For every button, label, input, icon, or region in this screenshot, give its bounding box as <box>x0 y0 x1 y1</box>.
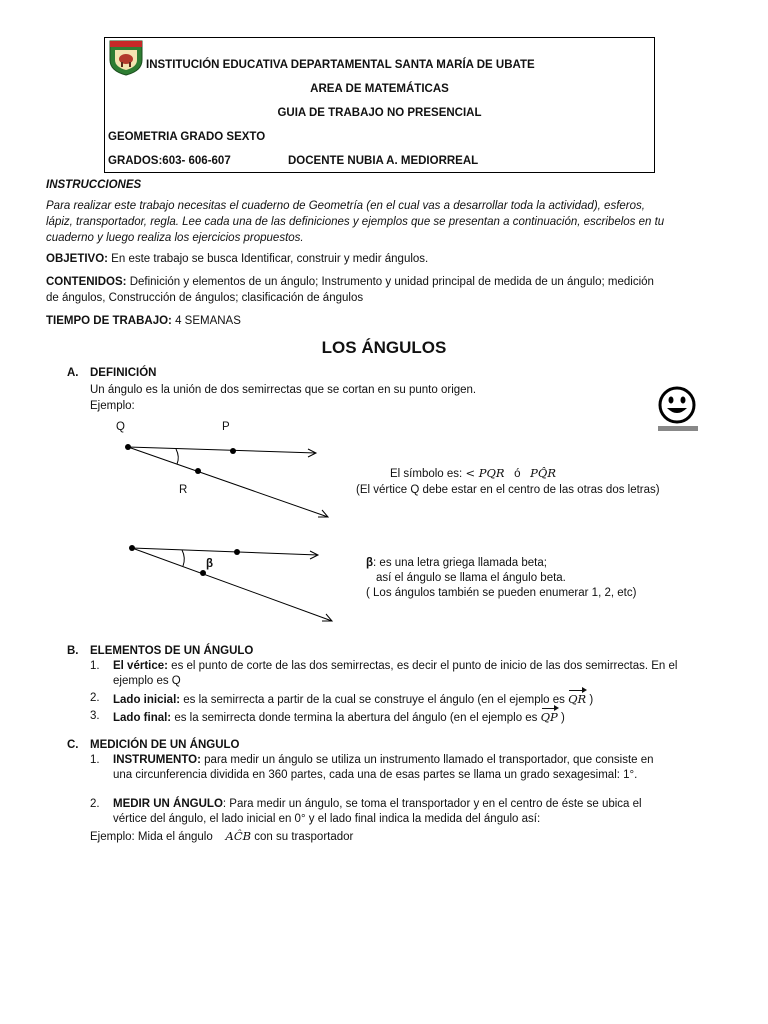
work-time: TIEMPO DE TRABAJO: 4 SEMANAS <box>46 315 241 327</box>
example-label: Ejemplo: <box>90 400 135 412</box>
beta-label: β <box>206 558 214 570</box>
header-box <box>104 37 655 173</box>
measure-angle-text-line-2: vértice del ángulo, el lado inicial en 0° y el lado final indica la medida del ángulo así: <box>113 813 541 825</box>
element-3-num: 3. <box>90 710 100 722</box>
ray-qr: QR <box>568 692 587 706</box>
definition-text: Un ángulo es la unión de dos semirrectas que se cortan en su punto origen. <box>90 384 477 396</box>
teacher-line: DOCENTE NUBIA A. MEDIORREAL <box>288 155 479 167</box>
element-2-num: 2. <box>90 692 100 704</box>
element-1-num: 1. <box>90 660 100 672</box>
instructions-title: INSTRUCCIONES <box>46 179 142 191</box>
point-label-r: R <box>179 484 188 496</box>
main-title: LOS ÁNGULOS <box>321 338 447 357</box>
section-a-letter: A. <box>67 367 79 379</box>
subject-line: GEOMETRIA GRADO SEXTO <box>108 131 266 143</box>
point-label-q: Q <box>116 421 125 433</box>
area-title: AREA DE MATEMÁTICAS <box>310 83 449 95</box>
objective: OBJETIVO: En este trabajo se busca Identificar, construir y medir ángulos. <box>46 253 429 265</box>
section-c-title: MEDICIÓN DE UN ÁNGULO <box>90 739 240 751</box>
element-final-side: Lado final: es la semirrecta donde termina la abertura del ángulo (en el ejemplo es QP ) <box>113 710 565 724</box>
measure-angle-text: MEDIR UN ÁNGULO: Para medir un ángulo, se toma el transportador y en el centro de éste se ubica el <box>113 798 642 810</box>
smiley-face-icon <box>656 384 700 434</box>
vertex-note: (El vértice Q debe estar en el centro de las otras dos letras) <box>356 484 660 496</box>
contents-line-2: de ángulos, Construcción de ángulos; clasificación de ángulos <box>46 292 364 304</box>
example-measure: Ejemplo: Mida el ángulo AĈB con su trasportador <box>90 829 354 843</box>
section-b-letter: B. <box>67 645 79 657</box>
section-c-letter: C. <box>67 739 79 751</box>
measure-2-num: 2. <box>90 798 100 810</box>
instructions-line-2: lápiz, transportador, regla. Lee cada una de las definiciones y ejemplos que se presentan a continuación, escribelos en tu <box>46 216 665 228</box>
element-vertex-line-2: ejemplo es Q <box>113 675 181 687</box>
beta-line-2: así el ángulo se llama el ángulo beta. <box>376 572 566 584</box>
institution-name: INSTITUCIÓN EDUCATIVA DEPARTAMENTAL SANTA MARÍA DE UBATE <box>146 59 535 71</box>
instrument-text-line-2: una circunferencia dividida en 360 partes, cada una de esas partes se llama un grado sexagesimal: 1°. <box>113 769 638 781</box>
measure-1-num: 1. <box>90 754 100 766</box>
ray-qp: QP <box>540 710 558 724</box>
element-vertex: El vértice: es el punto de corte de las dos semirrectas, es decir el punto de inicio de las dos semirrectas. En el <box>113 660 678 672</box>
element-initial-side: Lado inicial: es la semirrecta a partir de la cual se construye el ángulo (en el ejemplo es QR ) <box>113 692 594 706</box>
contents-line-1: CONTENIDOS: Definición y elementos de un ángulo; Instrumento y unidad principal de medida de un ángulo; medición <box>46 276 654 288</box>
grades-line: GRADOS:603- 606-607 <box>108 155 231 167</box>
instructions-line-3: cuaderno y luego realiza los ejercicios propuestos. <box>46 232 304 244</box>
guide-title: GUIA DE TRABAJO NO PRESENCIAL <box>277 107 482 119</box>
school-crest-logo <box>107 38 145 76</box>
angle-beta-diagram <box>114 535 339 635</box>
instructions-line-1: Para realizar este trabajo necesitas el cuaderno de Geometría (en el cual vas a desarrollar toda la actividad), esferos, <box>46 200 645 212</box>
instrument-text: INSTRUMENTO: para medir un ángulo se utiliza un instrumento llamado el transportador, que consiste en <box>113 754 654 766</box>
section-b-title: ELEMENTOS DE UN ÁNGULO <box>90 645 254 657</box>
beta-line-3: ( Los ángulos también se pueden enumerar 1, 2, etc) <box>366 587 637 599</box>
point-label-p: P <box>222 421 230 433</box>
section-a-title: DEFINICIÓN <box>90 367 157 379</box>
angle-pqr-diagram <box>110 415 350 530</box>
beta-definition: β: es una letra griega llamada beta; <box>366 557 547 569</box>
symbol-line: El símbolo es: < PQR ó PQ̂R <box>390 466 556 480</box>
